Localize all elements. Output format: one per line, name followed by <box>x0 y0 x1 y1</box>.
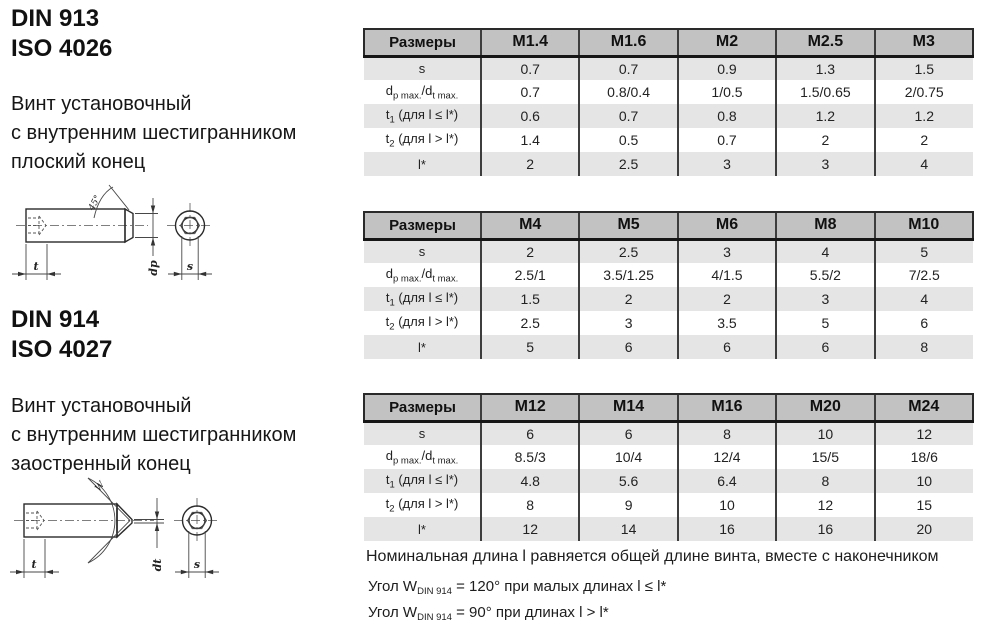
value-cell: 0.5 <box>579 128 677 152</box>
desc-line: с внутренним шестигранником <box>11 122 297 144</box>
table-row-t2 <box>364 493 973 517</box>
row-label-dp-dt: $d_{p max.}/d_{t max.}$ <box>385 265 459 285</box>
value-cell: 1.5/0.65 <box>776 80 874 104</box>
note-nominal-length: Номинальная длина l равняется общей длине винта, вместе с наконечником <box>366 548 939 565</box>
value-cell: 5.6 <box>579 469 677 493</box>
value-cell: 8 <box>678 421 776 445</box>
value-cell: 5.5/2 <box>776 263 874 287</box>
column-header: M3 <box>875 29 973 56</box>
notes-angle <box>368 576 666 628</box>
row-label-s: s <box>364 239 481 263</box>
value-cell: 1.5 <box>481 287 579 311</box>
value-cell: 4 <box>776 239 874 263</box>
corner-header: Размеры <box>364 212 481 239</box>
value-cell: 10 <box>678 493 776 517</box>
standard-title-din914 <box>11 305 112 365</box>
value-cell: 6 <box>579 335 677 359</box>
row-label-lstar: l* <box>364 517 481 541</box>
dim-label-t: t <box>33 260 39 273</box>
value-cell: 0.9 <box>678 56 776 80</box>
row-label-t2: $t_2$ (для l > l*) <box>385 495 459 515</box>
value-cell: 15/5 <box>776 445 874 469</box>
table-header-row <box>364 212 973 239</box>
din-number: DIN 914 <box>11 306 100 333</box>
column-header: M2 <box>678 29 776 56</box>
column-header: M1.6 <box>579 29 677 56</box>
table-row-dp-dt <box>364 263 973 287</box>
value-cell: 6 <box>875 311 973 335</box>
value-cell: 0.7 <box>579 104 677 128</box>
value-cell: 5 <box>776 311 874 335</box>
row-label-t2: $t_2$ (для l > l*) <box>385 130 459 150</box>
value-cell: 3.5 <box>678 311 776 335</box>
note-angle-120: Угол $W_{DIN 914} = 120^\circ$ при малых длинах l ≤ l* <box>368 578 667 597</box>
description-din913 <box>11 90 296 177</box>
cone-point-screw-drawing <box>4 468 232 592</box>
value-cell: 3 <box>776 152 874 176</box>
column-header: M14 <box>579 394 677 421</box>
dimensions-table-m4-m10 <box>363 211 974 359</box>
column-header: M24 <box>875 394 973 421</box>
value-cell: 10/4 <box>579 445 677 469</box>
value-cell: 12 <box>776 493 874 517</box>
value-cell: 1.4 <box>481 128 579 152</box>
value-cell: 6 <box>776 335 874 359</box>
value-cell: 4 <box>875 287 973 311</box>
table-row-dp-dt <box>364 80 973 104</box>
value-cell: 1/0.5 <box>678 80 776 104</box>
table-row-lstar <box>364 335 973 359</box>
value-cell: 1.2 <box>776 104 874 128</box>
row-label-s: s <box>364 56 481 80</box>
row-label-s: s <box>364 421 481 445</box>
value-cell: 6 <box>579 421 677 445</box>
value-cell: 8.5/3 <box>481 445 579 469</box>
table-row-dp-dt <box>364 445 973 469</box>
value-cell: 2 <box>875 128 973 152</box>
table-header-row <box>364 29 973 56</box>
value-cell: 10 <box>875 469 973 493</box>
value-cell: 2 <box>678 287 776 311</box>
column-header: M6 <box>678 212 776 239</box>
table-header-row <box>364 394 973 421</box>
row-label-dp-dt: $d_{p max.}/d_{t max.}$ <box>385 82 459 102</box>
dim-label-t: t <box>31 558 37 571</box>
din-number: DIN 913 <box>11 5 100 32</box>
value-cell: 12 <box>875 421 973 445</box>
flat-point-screw-drawing <box>6 180 218 292</box>
desc-line: заостренный конец <box>11 453 191 475</box>
dimensions-table-m1_4-m3 <box>363 28 974 176</box>
column-header: M12 <box>481 394 579 421</box>
column-header: M5 <box>579 212 677 239</box>
column-header: M4 <box>481 212 579 239</box>
row-label-lstar: l* <box>364 152 481 176</box>
value-cell: 3 <box>678 239 776 263</box>
corner-header: Размеры <box>364 29 481 56</box>
value-cell: 6.4 <box>678 469 776 493</box>
value-cell: 2.5 <box>481 311 579 335</box>
value-cell: 16 <box>776 517 874 541</box>
value-cell: 4 <box>875 152 973 176</box>
description-din914 <box>11 392 296 479</box>
value-cell: 7/2.5 <box>875 263 973 287</box>
value-cell: 18/6 <box>875 445 973 469</box>
standard-title-din913 <box>11 4 112 64</box>
value-cell: 0.6 <box>481 104 579 128</box>
desc-line: Винт установочный <box>11 93 192 115</box>
dim-label-angle-45: 45° <box>87 193 104 213</box>
table-row-t2 <box>364 128 973 152</box>
column-header: M16 <box>678 394 776 421</box>
value-cell: 2.5/1 <box>481 263 579 287</box>
value-cell: 12 <box>481 517 579 541</box>
value-cell: 16 <box>678 517 776 541</box>
value-cell: 3 <box>579 311 677 335</box>
iso-number: ISO 4026 <box>11 35 113 62</box>
value-cell: 3.5/1.25 <box>579 263 677 287</box>
table-row-s <box>364 56 973 80</box>
row-label-t1: $t_1$ (для l ≤ l*) <box>364 104 481 128</box>
dim-label-dt: dt <box>151 558 164 572</box>
desc-line: с внутренним шестигранником <box>11 424 297 446</box>
value-cell: 1.3 <box>776 56 874 80</box>
value-cell: 14 <box>579 517 677 541</box>
value-cell: 8 <box>481 493 579 517</box>
table-row-t1 <box>364 104 973 128</box>
value-cell: 12/4 <box>678 445 776 469</box>
table-row-lstar <box>364 517 973 541</box>
value-cell: 4/1.5 <box>678 263 776 287</box>
value-cell: 10 <box>776 421 874 445</box>
value-cell: 0.7 <box>678 128 776 152</box>
value-cell: 0.8/0.4 <box>579 80 677 104</box>
value-cell: 0.7 <box>481 56 579 80</box>
table-row-s <box>364 239 973 263</box>
value-cell: 3 <box>776 287 874 311</box>
desc-line: Винт установочный <box>11 395 192 417</box>
row-label-lstar: l* <box>364 335 481 359</box>
value-cell: 2 <box>776 128 874 152</box>
dim-label-s: s <box>193 558 201 571</box>
value-cell: 8 <box>776 469 874 493</box>
value-cell: 2.5 <box>579 239 677 263</box>
value-cell: 1.2 <box>875 104 973 128</box>
value-cell: 2 <box>481 239 579 263</box>
column-header: M8 <box>776 212 874 239</box>
value-cell: 6 <box>481 421 579 445</box>
column-header: M1.4 <box>481 29 579 56</box>
value-cell: 2 <box>579 287 677 311</box>
value-cell: 5 <box>875 239 973 263</box>
row-label-t1: $t_1$ (для l ≤ l*) <box>364 469 481 493</box>
value-cell: 2/0.75 <box>875 80 973 104</box>
table-row-s <box>364 421 973 445</box>
dimensions-table-m12-m24 <box>363 393 974 541</box>
value-cell: 2.5 <box>579 152 677 176</box>
value-cell: 0.7 <box>481 80 579 104</box>
iso-number: ISO 4027 <box>11 336 113 363</box>
value-cell: 1.5 <box>875 56 973 80</box>
table-row-t2 <box>364 311 973 335</box>
value-cell: 4.8 <box>481 469 579 493</box>
value-cell: 6 <box>678 335 776 359</box>
row-label-t2: $t_2$ (для l > l*) <box>385 313 459 333</box>
value-cell: 15 <box>875 493 973 517</box>
value-cell: 2 <box>481 152 579 176</box>
dim-label-dp: dp <box>147 260 160 276</box>
value-cell: 20 <box>875 517 973 541</box>
column-header: M2.5 <box>776 29 874 56</box>
row-label-t1: $t_1$ (для l ≤ l*) <box>364 287 481 311</box>
dim-label-angle-w: W <box>93 480 108 494</box>
row-label-dp-dt: $d_{p max.}/d_{t max.}$ <box>385 447 459 467</box>
value-cell: 0.7 <box>579 56 677 80</box>
value-cell: 9 <box>579 493 677 517</box>
column-header: M10 <box>875 212 973 239</box>
table-row-t1 <box>364 287 973 311</box>
table-row-lstar <box>364 152 973 176</box>
desc-line: плоский конец <box>11 151 146 173</box>
column-header: M20 <box>776 394 874 421</box>
value-cell: 5 <box>481 335 579 359</box>
corner-header: Размеры <box>364 394 481 421</box>
value-cell: 3 <box>678 152 776 176</box>
note-angle-90: Угол $W_{DIN 914} = 90^\circ$ при длинах l > l* <box>368 604 609 623</box>
dim-label-s: s <box>186 260 194 273</box>
value-cell: 0.8 <box>678 104 776 128</box>
table-row-t1 <box>364 469 973 493</box>
value-cell: 8 <box>875 335 973 359</box>
